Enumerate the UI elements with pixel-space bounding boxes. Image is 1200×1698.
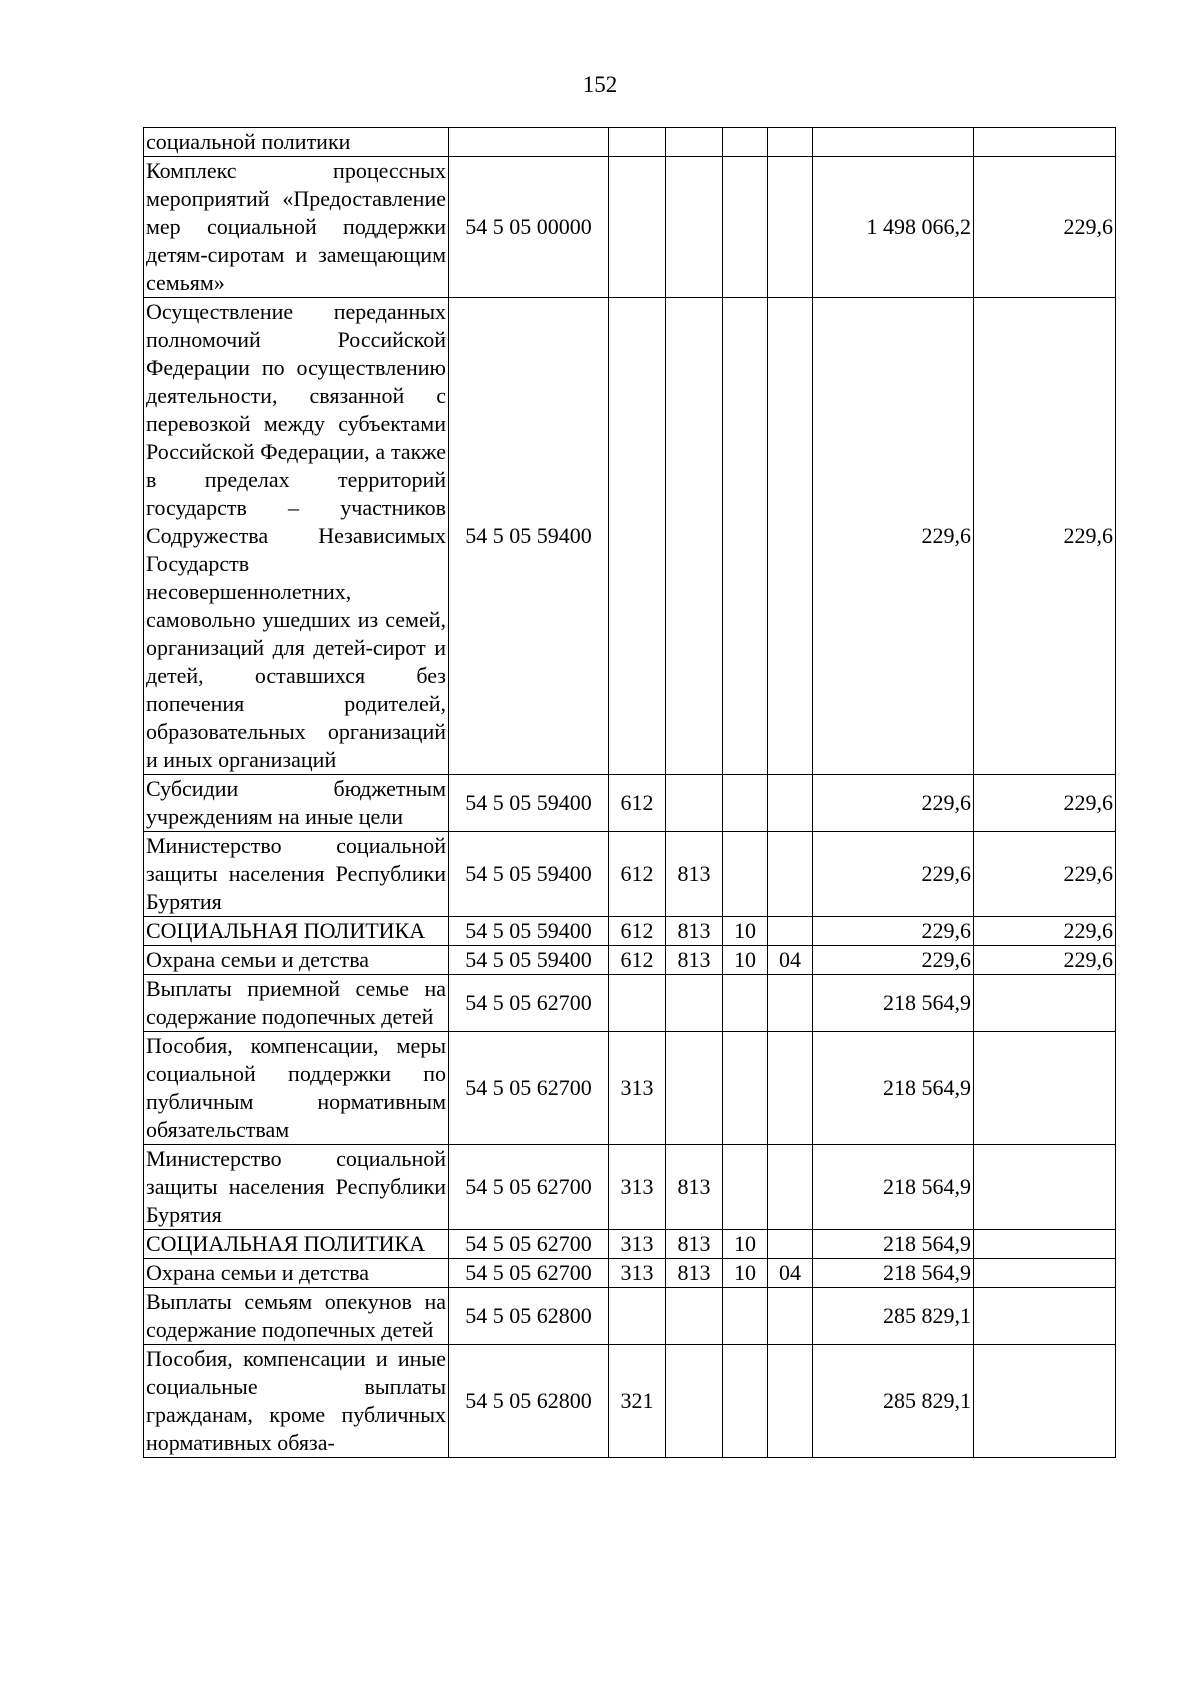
row-sum2: 229,6 — [974, 775, 1116, 832]
row-code — [449, 128, 609, 157]
row-vr: 612 — [609, 832, 666, 917]
row-subsection — [768, 775, 813, 832]
row-section — [723, 128, 768, 157]
row-name: Субсидии бюджетным учреждениям на иные цели — [144, 775, 449, 832]
row-section: 10 — [723, 1230, 768, 1259]
row-vr: 313 — [609, 1032, 666, 1145]
row-sum1: 218 564,9 — [813, 975, 974, 1032]
row-sum2 — [974, 1259, 1116, 1288]
budget-table — [143, 127, 1116, 1458]
row-name: Охрана семьи и детства — [144, 1259, 449, 1288]
row-subsection — [768, 917, 813, 946]
row-vr — [609, 128, 666, 157]
row-subsection — [768, 298, 813, 775]
row-sum2 — [974, 1345, 1116, 1458]
row-subsection — [768, 832, 813, 917]
row-code: 54 5 05 62700 — [449, 1032, 609, 1145]
row-vr: 612 — [609, 946, 666, 975]
row-ministry — [666, 128, 723, 157]
row-code: 54 5 05 62700 — [449, 975, 609, 1032]
row-subsection — [768, 1288, 813, 1345]
row-sum1: 218 564,9 — [813, 1145, 974, 1230]
row-code: 54 5 05 59400 — [449, 775, 609, 832]
row-ministry: 813 — [666, 1145, 723, 1230]
row-ministry — [666, 1032, 723, 1145]
row-name: Комплекс процессных мероприятий «Предоставление мер социальной поддержки детям-сиротам и замещающим семьям» — [144, 157, 449, 298]
table-row — [144, 1259, 1116, 1288]
row-section: 10 — [723, 1259, 768, 1288]
row-subsection: 04 — [768, 946, 813, 975]
row-section — [723, 1032, 768, 1145]
row-sum1: 229,6 — [813, 832, 974, 917]
row-section — [723, 1345, 768, 1458]
table-row — [144, 1145, 1116, 1230]
table-row — [144, 832, 1116, 917]
row-sum1 — [813, 128, 974, 157]
page-number: 152 — [582, 72, 618, 97]
row-name: СОЦИАЛЬНАЯ ПОЛИТИКА — [144, 1230, 449, 1259]
table-row — [144, 128, 1116, 157]
row-name: Выплаты семьям опекунов на содержание подопечных детей — [144, 1288, 449, 1345]
row-name: социальной политики — [144, 128, 449, 157]
row-sum2 — [974, 1288, 1116, 1345]
table-row — [144, 1345, 1116, 1458]
row-subsection — [768, 1032, 813, 1145]
row-sum1: 229,6 — [813, 946, 974, 975]
table-row — [144, 775, 1116, 832]
row-subsection — [768, 157, 813, 298]
row-sum2: 229,6 — [974, 946, 1116, 975]
table-row — [144, 1230, 1116, 1259]
row-sum1: 218 564,9 — [813, 1032, 974, 1145]
row-name: Выплаты приемной семье на содержание подопечных детей — [144, 975, 449, 1032]
row-sum1: 218 564,9 — [813, 1230, 974, 1259]
row-sum2 — [974, 1145, 1116, 1230]
row-subsection — [768, 1345, 813, 1458]
row-section: 10 — [723, 946, 768, 975]
row-code: 54 5 05 59400 — [449, 917, 609, 946]
row-ministry — [666, 157, 723, 298]
row-sum2 — [974, 128, 1116, 157]
row-sum1: 229,6 — [813, 775, 974, 832]
row-sum2 — [974, 1230, 1116, 1259]
row-section — [723, 975, 768, 1032]
row-ministry: 813 — [666, 946, 723, 975]
row-name: Пособия, компенсации, меры социальной поддержки по публичным нормативным обязательствам — [144, 1032, 449, 1145]
row-subsection — [768, 975, 813, 1032]
row-name: Пособия, компенсации и иные социальные выплаты гражданам, кроме публичных нормативных обяза- — [144, 1345, 449, 1458]
row-sum1: 285 829,1 — [813, 1288, 974, 1345]
row-code: 54 5 05 00000 — [449, 157, 609, 298]
row-section: 10 — [723, 917, 768, 946]
row-vr: 313 — [609, 1259, 666, 1288]
row-sum1: 1 498 066,2 — [813, 157, 974, 298]
row-code: 54 5 05 62700 — [449, 1145, 609, 1230]
row-code: 54 5 05 59400 — [449, 832, 609, 917]
row-section — [723, 157, 768, 298]
row-vr: 313 — [609, 1230, 666, 1259]
table-row — [144, 1288, 1116, 1345]
row-vr — [609, 1288, 666, 1345]
row-ministry — [666, 1345, 723, 1458]
row-subsection — [768, 1145, 813, 1230]
row-code: 54 5 05 62700 — [449, 1259, 609, 1288]
row-vr — [609, 157, 666, 298]
row-code: 54 5 05 62800 — [449, 1288, 609, 1345]
row-vr — [609, 298, 666, 775]
row-code: 54 5 05 59400 — [449, 298, 609, 775]
row-ministry: 813 — [666, 917, 723, 946]
table-row — [144, 298, 1116, 775]
row-subsection — [768, 1230, 813, 1259]
row-subsection: 04 — [768, 1259, 813, 1288]
row-name: Охрана семьи и детства — [144, 946, 449, 975]
table-row — [144, 917, 1116, 946]
table-row — [144, 946, 1116, 975]
row-sum2 — [974, 1032, 1116, 1145]
row-code: 54 5 05 62800 — [449, 1345, 609, 1458]
row-section — [723, 1288, 768, 1345]
row-vr: 321 — [609, 1345, 666, 1458]
row-ministry: 813 — [666, 1230, 723, 1259]
row-ministry: 813 — [666, 1259, 723, 1288]
row-ministry — [666, 298, 723, 775]
table-row — [144, 975, 1116, 1032]
row-name: Министерство социальной защиты населения Республики Бурятия — [144, 832, 449, 917]
row-code: 54 5 05 59400 — [449, 946, 609, 975]
table-row — [144, 157, 1116, 298]
row-section — [723, 832, 768, 917]
row-sum1: 285 829,1 — [813, 1345, 974, 1458]
row-sum1: 229,6 — [813, 298, 974, 775]
row-name: Министерство социальной защиты населения Республики Бурятия — [144, 1145, 449, 1230]
row-sum1: 218 564,9 — [813, 1259, 974, 1288]
row-ministry — [666, 975, 723, 1032]
row-ministry — [666, 1288, 723, 1345]
row-subsection — [768, 128, 813, 157]
row-vr: 612 — [609, 917, 666, 946]
row-section — [723, 298, 768, 775]
table-row — [144, 1032, 1116, 1145]
row-name: СОЦИАЛЬНАЯ ПОЛИТИКА — [144, 917, 449, 946]
row-ministry: 813 — [666, 832, 723, 917]
row-vr: 612 — [609, 775, 666, 832]
row-sum2 — [974, 975, 1116, 1032]
row-section — [723, 775, 768, 832]
row-section — [723, 1145, 768, 1230]
row-sum2: 229,6 — [974, 298, 1116, 775]
row-sum2: 229,6 — [974, 917, 1116, 946]
row-name: Осуществление переданных полномочий Российской Федерации по осуществлению деятельности, связанной с перевозкой между субъектами Российской Федерации, а также в пределах территорий государств – участников Содружества Независимых Государств несовершеннолетних, самовольно ушедших из семей, организаций для детей-сирот и детей, оставшихся без попечения родителей, образовательных организаций и иных организаций — [144, 298, 449, 775]
row-ministry — [666, 775, 723, 832]
row-sum2: 229,6 — [974, 157, 1116, 298]
row-vr: 313 — [609, 1145, 666, 1230]
row-vr — [609, 975, 666, 1032]
row-sum1: 229,6 — [813, 917, 974, 946]
row-sum2: 229,6 — [974, 832, 1116, 917]
row-code: 54 5 05 62700 — [449, 1230, 609, 1259]
